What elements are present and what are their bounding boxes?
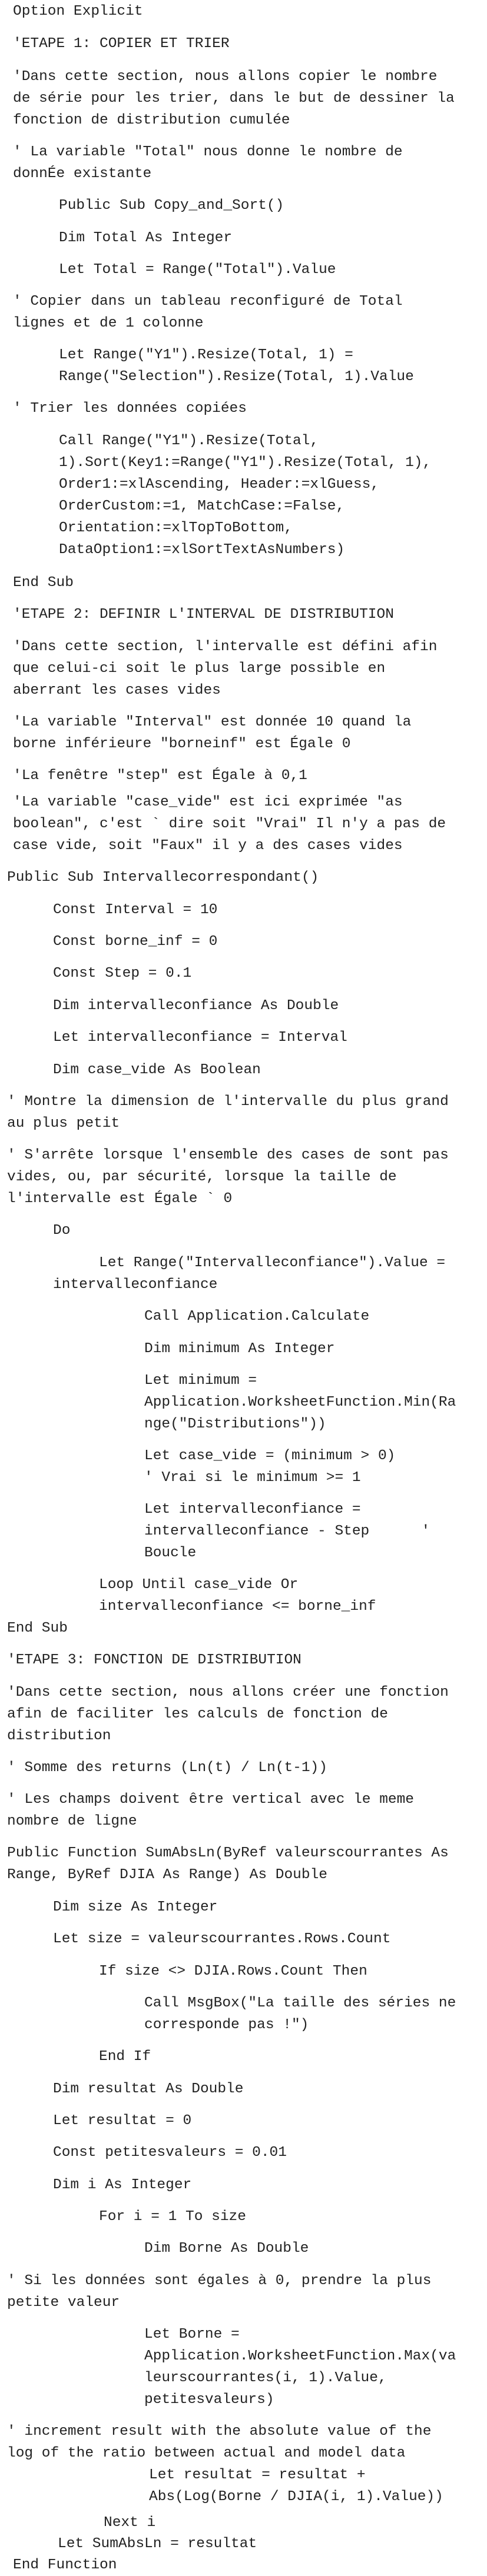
code-line: Const Interval = 10	[53, 902, 218, 918]
code-line: Let intervalleconfiance = Interval	[53, 1030, 347, 1046]
code-line: Public Sub Copy_and_Sort()	[59, 198, 284, 214]
code-line: leurscourrantes(i, 1).Value,	[144, 2370, 387, 2386]
code-line: intervalleconfiance <= borne_inf	[99, 1599, 376, 1615]
code-line: Const borne_inf = 0	[53, 934, 218, 950]
code-line: Dim Borne As Double	[144, 2241, 309, 2257]
code-comment: ' S'arrête lorsque l'ensemble des cases de sont pas	[7, 1147, 449, 1163]
code-comment: ' increment result with the absolute value of the	[7, 2424, 432, 2439]
code-line: Let intervalleconfiance =	[144, 1502, 361, 1517]
code-line: intervalleconfiance	[53, 1277, 218, 1293]
code-comment: 'Dans cette section, l'intervalle est défini afin	[13, 639, 438, 655]
code-line: Next i	[104, 2515, 156, 2531]
code-line: Dim intervalleconfiance As Double	[53, 998, 339, 1014]
code-comment: au plus petit	[7, 1116, 120, 1131]
code-comment: case vide, soit "Faux" il y a des cases vides	[13, 838, 403, 854]
code-comment: que celui-ci soit le plus large possible en	[13, 661, 386, 677]
code-line: Range, ByRef DJIA As Range) As Double	[7, 1867, 327, 1883]
code-comment: 'ETAPE 1: COPIER ET TRIER	[13, 36, 230, 52]
code-comment: fonction de distribution cumulée	[13, 112, 290, 128]
code-line: Call MsgBox("La taille des séries ne	[144, 1995, 456, 2011]
code-line: Range("Selection").Resize(Total, 1).Value	[59, 369, 414, 385]
code-line: petitesvaleurs)	[144, 2392, 274, 2408]
code-line: Let size = valeurscourrantes.Rows.Count	[53, 1931, 391, 1947]
code-line: Do	[53, 1223, 71, 1239]
code-line: Let Range("Y1").Resize(Total, 1) =	[59, 347, 353, 363]
code-line: Let Range("Intervalleconfiance").Value =	[99, 1255, 446, 1271]
code-comment: ' Montre la dimension de l'intervalle du plus grand	[7, 1094, 449, 1110]
code-line: Dim case_vide As Boolean	[53, 1062, 261, 1078]
code-comment: ' Si les données sont égales à 0, prendre la plus	[7, 2273, 432, 2289]
code-line: Const petitesvaleurs = 0.01	[53, 2145, 287, 2161]
code-line: Dim i As Integer	[53, 2177, 192, 2193]
code-line: intervalleconfiance - Step '	[144, 1523, 430, 1539]
code-comment: boolean", c'est ` dire soit "Vrai" Il n'y a pas de	[13, 816, 446, 832]
code-comment: ' Les champs doivent être vertical avec le meme	[7, 1792, 415, 1808]
code-line: Dim Total As Integer	[59, 230, 233, 246]
code-comment: lignes et de 1 colonne	[13, 315, 204, 331]
code-line: Application.WorksheetFunction.Max(va	[144, 2348, 456, 2364]
code-line: Call Range("Y1").Resize(Total,	[59, 433, 319, 449]
code-line: 1).Sort(Key1:=Range("Y1").Resize(Total, 1),	[59, 455, 432, 471]
code-line: Dim size As Integer	[53, 1899, 218, 1915]
code-comment: 'La fenêtre "step" est Égale à 0,1	[13, 768, 307, 784]
code-line: Loop Until case_vide Or	[99, 1577, 299, 1593]
code-line: For i = 1 To size	[99, 2209, 246, 2225]
code-line: Let SumAbsLn = resultat	[58, 2536, 257, 2552]
code-comment: vides, ou, par sécurité, lorsque la taille de	[7, 1169, 397, 1185]
code-comment: ' Trier les données copiées	[13, 401, 247, 417]
code-comment: donnÉe existante	[13, 166, 152, 182]
code-line: Let case_vide = (minimum > 0)	[144, 1448, 396, 1464]
code-comment: 'ETAPE 2: DEFINIR L'INTERVAL DE DISTRIBUTION	[13, 607, 394, 623]
code-comment: borne inférieure "borneinf" est Égale 0	[13, 736, 351, 752]
code-comment: ' La variable "Total" nous donne le nombre de	[13, 144, 403, 160]
code-comment: nombre de ligne	[7, 1813, 137, 1829]
code-line: DataOption1:=xlSortTextAsNumbers)	[59, 542, 345, 558]
code-comment: ' Copier dans un tableau reconfiguré de Total	[13, 294, 403, 309]
code-comment: Boucle	[144, 1545, 197, 1561]
code-line: Const Step = 0.1	[53, 966, 192, 981]
code-comment: aberrant les cases vides	[13, 683, 221, 698]
code-line: nge("Distributions"))	[144, 1416, 326, 1432]
code-line: Let minimum =	[144, 1373, 257, 1389]
code-line: Let resultat = resultat +	[149, 2467, 366, 2483]
code-comment: log of the ratio between actual and model data	[7, 2445, 406, 2461]
code-line: Let Total = Range("Total").Value	[59, 262, 336, 278]
code-comment: distribution	[7, 1728, 111, 1744]
code-line: Let resultat = 0	[53, 2113, 192, 2129]
code-line: Orientation:=xlTopToBottom,	[59, 520, 293, 536]
code-comment: ' Vrai si le minimum >= 1	[144, 1470, 361, 1486]
code-line: End Sub	[7, 1620, 68, 1636]
code-line: corresponde pas !")	[144, 2017, 309, 2033]
code-line: Dim minimum As Integer	[144, 1341, 335, 1357]
code-line: End Sub	[13, 575, 74, 591]
code-line: Public Function SumAbsLn(ByRef valeurscourrantes As	[7, 1845, 449, 1861]
code-line: OrderCustom:=1, MatchCase:=False,	[59, 498, 345, 514]
code-line: Call Application.Calculate	[144, 1309, 370, 1324]
code-line: Abs(Log(Borne / DJIA(i, 1).Value))	[149, 2489, 443, 2505]
code-comment: 'La variable "Interval" est donnée 10 quand la	[13, 714, 412, 730]
code-comment: 'La variable "case_vide" est ici exprimée "as	[13, 794, 403, 810]
code-line: Application.WorksheetFunction.Min(Ra	[144, 1394, 456, 1410]
code-comment: ' Somme des returns (Ln(t) / Ln(t-1))	[7, 1760, 327, 1776]
code-comment: l'intervalle est Égale ` 0	[7, 1191, 233, 1207]
code-line: Option Explicit	[13, 4, 143, 19]
code-line: End Function	[13, 2557, 117, 2573]
code-comment: petite valeur	[7, 2295, 120, 2311]
code-comment: 'Dans cette section, nous allons copier le nombre	[13, 69, 438, 85]
code-comment: 'ETAPE 3: FONCTION DE DISTRIBUTION	[7, 1652, 302, 1668]
code-line: If size <> DJIA.Rows.Count Then	[99, 1963, 367, 1979]
code-comment: afin de faciliter les calculs de fonction de	[7, 1706, 388, 1722]
code-line: Let Borne =	[144, 2327, 240, 2342]
code-line: End If	[99, 2049, 151, 2065]
code-line: Public Sub Intervallecorrespondant()	[7, 870, 319, 886]
code-line: Dim resultat As Double	[53, 2081, 244, 2097]
code-comment: 'Dans cette section, nous allons créer une fonction	[7, 1685, 449, 1700]
code-comment: de série pour les trier, dans le but de dessiner la	[13, 91, 455, 106]
code-line: Order1:=xlAscending, Header:=xlGuess,	[59, 477, 379, 492]
